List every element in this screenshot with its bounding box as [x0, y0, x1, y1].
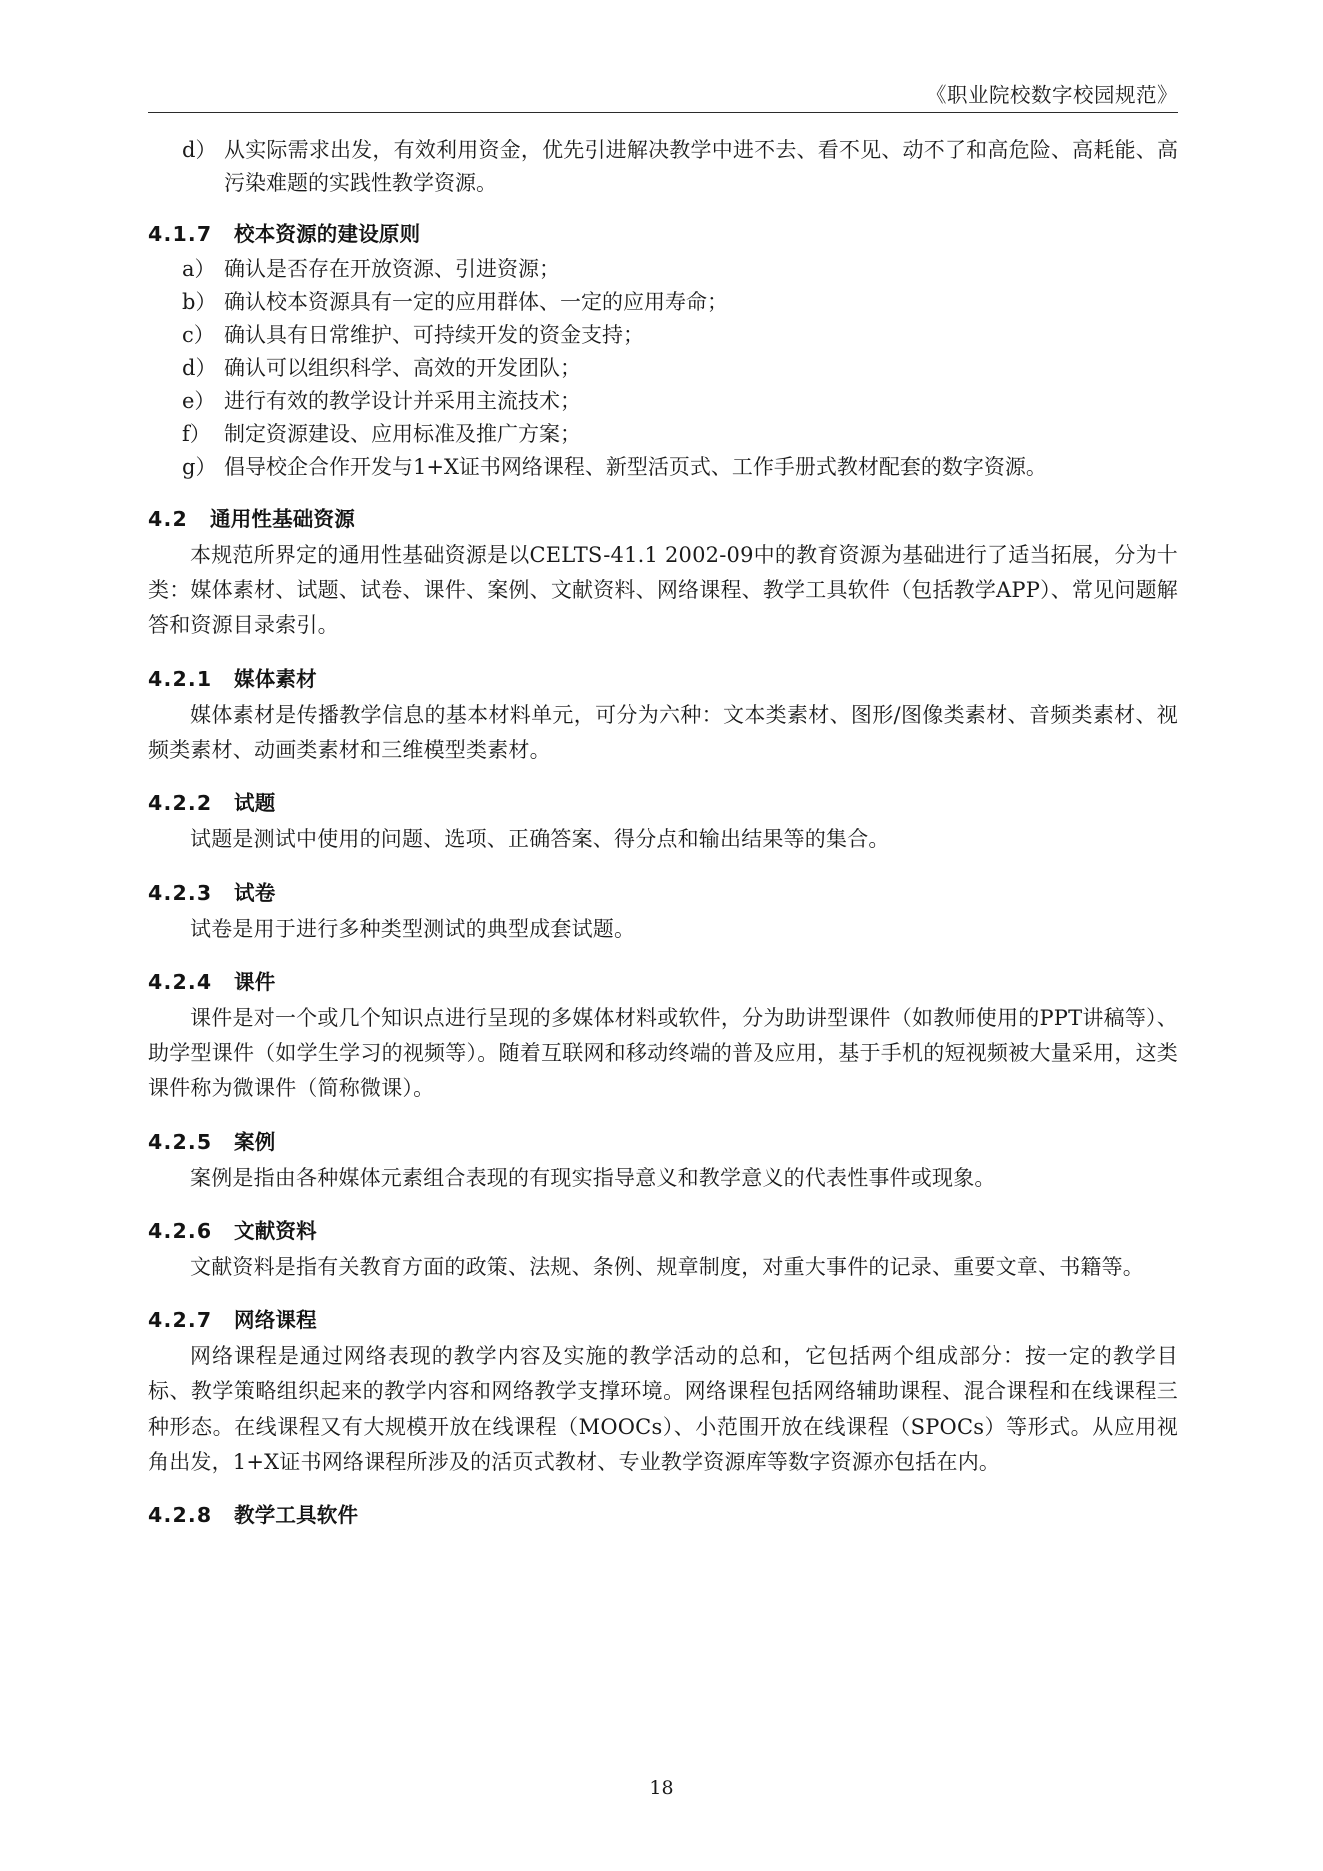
page-number: 18 — [649, 1777, 674, 1799]
section-title: 案例 — [234, 1129, 276, 1154]
list-text: 制定资源建设、应用标准及推广方案； — [224, 422, 581, 447]
section-number: 4.1.7 — [148, 222, 213, 247]
section-number: 4.2.5 — [148, 1129, 213, 1154]
list-item — [182, 286, 1178, 319]
list-continuation — [148, 134, 1178, 199]
page-content — [148, 130, 1178, 1534]
section-title: 媒体素材 — [234, 666, 317, 691]
section-title: 教学工具软件 — [234, 1503, 359, 1528]
paragraph: 本规范所界定的通用性基础资源是以CELTS-41.1 2002-09中的教育资源为基础进行了适当拓展，分为十类：媒体素材、试题、试卷、课件、案例、文献资料、网络课程、教学工具软件（包括教学APP）、常见问题解答和资源目录索引。 — [148, 542, 1178, 638]
paragraph: 文献资料是指有关教育方面的政策、法规、条例、规章制度，对重大事件的记录、重要文章、书籍等。 — [190, 1254, 1144, 1279]
section-heading-422 — [148, 786, 1178, 816]
section-heading-428 — [148, 1498, 1178, 1528]
section-number: 4.2.2 — [148, 791, 213, 816]
page-header — [148, 78, 1178, 108]
section-heading-423 — [148, 876, 1178, 906]
section-heading-427 — [148, 1303, 1178, 1333]
list-item — [182, 385, 1178, 418]
section-title: 试题 — [234, 791, 276, 816]
section-number: 4.2.7 — [148, 1308, 213, 1333]
paragraph: 试题是测试中使用的问题、选项、正确答案、得分点和输出结果等的集合。 — [190, 827, 890, 852]
list-item — [182, 352, 1178, 385]
section-number: 4.2.4 — [148, 969, 213, 994]
list-text: 进行有效的教学设计并采用主流技术； — [224, 389, 581, 414]
list-item — [182, 319, 1178, 352]
section-title: 校本资源的建设原则 — [234, 222, 421, 247]
section-number: 4.2.6 — [148, 1218, 213, 1243]
list-417 — [148, 253, 1178, 484]
list-text: 确认校本资源具有一定的应用群体、一定的应用寿命； — [224, 290, 728, 315]
list-item — [182, 253, 1178, 286]
section-number: 4.2.3 — [148, 880, 213, 905]
section-heading-424 — [148, 965, 1178, 995]
section-title: 试卷 — [234, 880, 276, 905]
section-heading-425 — [148, 1125, 1178, 1155]
list-item — [182, 451, 1178, 484]
list-marker: f） — [182, 422, 211, 447]
list-marker: d） — [182, 138, 217, 162]
list-marker: b） — [182, 290, 217, 315]
list-item — [182, 418, 1178, 451]
section-heading-421 — [148, 662, 1178, 692]
header-divider — [148, 112, 1178, 113]
list-marker: g） — [182, 455, 217, 480]
paragraph: 案例是指由各种媒体元素组合表现的有现实指导意义和教学意义的代表性事件或现象。 — [190, 1165, 996, 1190]
list-marker: c） — [182, 323, 215, 348]
header-title: 《职业院校数字校园规范》 — [926, 83, 1178, 107]
section-number: 4.2 — [148, 506, 188, 531]
section-heading-42 — [148, 502, 1178, 532]
list-marker: a） — [182, 257, 216, 282]
section-heading-426 — [148, 1214, 1178, 1244]
section-title: 网络课程 — [234, 1308, 317, 1333]
section-title: 通用性基础资源 — [210, 506, 355, 531]
list-text: 确认具有日常维护、可持续开发的资金支持； — [224, 323, 644, 348]
list-text: 倡导校企合作开发与1+X证书网络课程、新型活页式、工作手册式教材配套的数字资源。 — [224, 455, 1047, 480]
list-marker: e） — [182, 389, 216, 414]
paragraph: 媒体素材是传播教学信息的基本材料单元，可分为六种：文本类素材、图形/图像类素材、音频类素材、视频类素材、动画类素材和三维模型类素材。 — [148, 702, 1178, 762]
paragraph: 课件是对一个或几个知识点进行呈现的多媒体材料或软件，分为助讲型课件（如教师使用的PPT讲稿等）、助学型课件（如学生学习的视频等）。随着互联网和移动终端的普及应用，基于手机的短视频被大量采用，这类课件称为微课件（简称微课）。 — [148, 1005, 1178, 1101]
list-text: 从实际需求出发，有效利用资金，优先引进解决教学中进不去、看不见、动不了和高危险、高耗能、高污染难题的实践性教学资源。 — [224, 138, 1178, 195]
section-title: 课件 — [234, 969, 276, 994]
section-title: 文献资料 — [234, 1218, 317, 1243]
section-number: 4.2.1 — [148, 666, 213, 691]
section-heading-417 — [148, 217, 1178, 247]
paragraph: 网络课程是通过网络表现的教学内容及实施的教学活动的总和，它包括两个组成部分：按一定的教学目标、教学策略组织起来的教学内容和网络教学支撑环境。网络课程包括网络辅助课程、混合课程和在线课程三种形态。在线课程又有大规模开放在线课程（MOOCs）、小范围开放在线课程（SPOCs）等形式。从应用视角出发，1+X证书网络课程所涉及的活页式教材、专业教学资源库等数字资源亦包括在内。 — [148, 1344, 1178, 1474]
section-number: 4.2.8 — [148, 1503, 213, 1528]
paragraph: 试卷是用于进行多种类型测试的典型成套试题。 — [190, 916, 636, 941]
list-text: 确认可以组织科学、高效的开发团队； — [224, 356, 581, 381]
list-text: 确认是否存在开放资源、引进资源； — [224, 257, 560, 282]
list-marker: d） — [182, 356, 217, 381]
list-item — [182, 134, 1178, 199]
